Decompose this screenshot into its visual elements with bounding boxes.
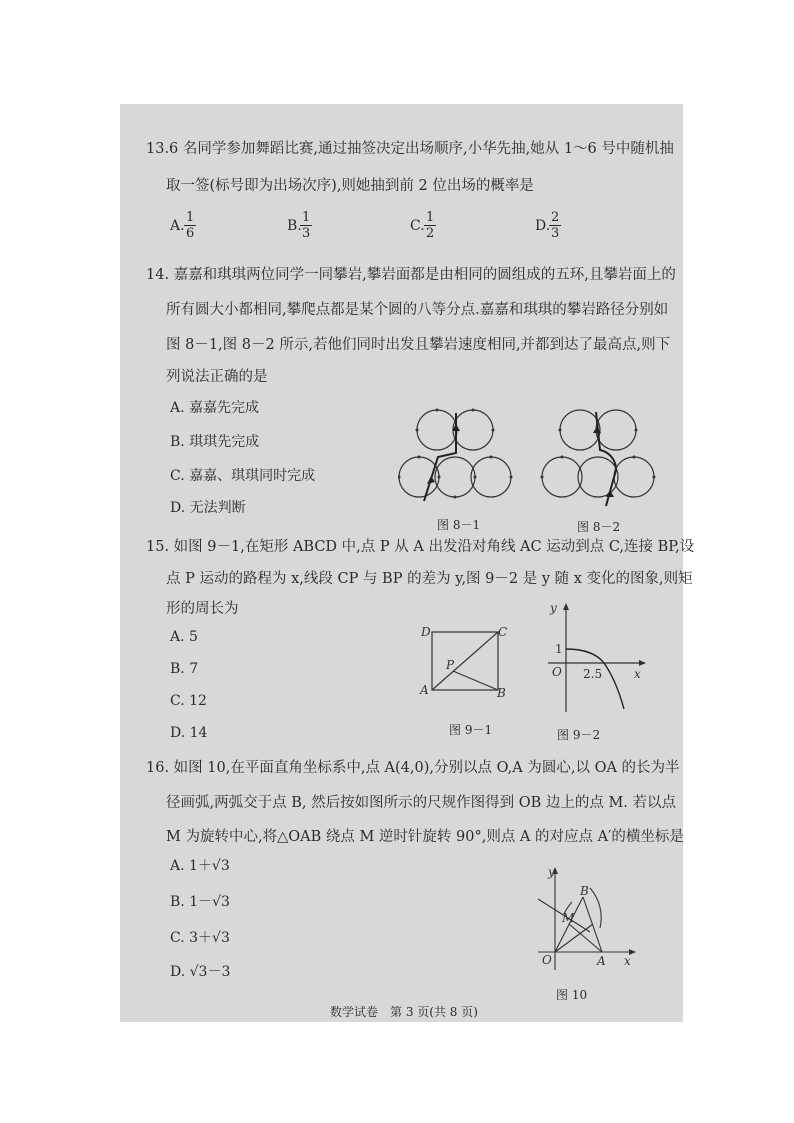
- q14-option-d: D. 无法判断: [170, 500, 246, 516]
- fig10-label-a: A: [597, 954, 606, 968]
- rect-label-c: C: [498, 625, 508, 639]
- figure-8-2-caption: 图 8－2: [577, 520, 621, 534]
- q14-line2: 所有圆大小都相同,攀爬点都是某个圆的八等分点.嘉嘉和琪琪的攀岩路径分别如: [166, 302, 669, 318]
- q13-line2: 取一签(标号即为出场次序),则她抽到前 2 位出场的概率是: [166, 178, 534, 194]
- figure-9-2-caption: 图 9－2: [557, 728, 601, 742]
- q13-option-b-label: B.: [287, 218, 302, 234]
- fig10-label-m: M: [562, 911, 575, 925]
- q15-option-a: A. 5: [170, 629, 198, 645]
- figure-9-1-caption: 图 9－1: [449, 723, 493, 737]
- rect-label-d: D: [421, 625, 431, 639]
- q14-line4: 列说法正确的是: [166, 369, 268, 385]
- rect-label-p: P: [446, 658, 455, 672]
- q13-option-b-fraction: $\frac{1}{3}$: [302, 210, 311, 241]
- q15-line1: 15. 如图 9－1,在矩形 ABCD 中,点 P 从 A 出发沿对角线 AC 运动到点 C,连接 BP,设: [146, 539, 695, 555]
- q14-option-a: A. 嘉嘉先完成: [170, 400, 260, 416]
- q14-line1: 14. 嘉嘉和琪琪两位同学一同攀岩,攀岩面都是由相同的圆组成的五环,且攀岩面上的: [146, 267, 676, 283]
- q13-option-a-label: A.: [170, 218, 185, 234]
- q13-option-d-label: D.: [535, 218, 551, 234]
- figure-8-1: [398, 398, 518, 510]
- fig10-label-x: x: [624, 954, 631, 968]
- fig10-label-y: y: [548, 865, 555, 879]
- figure-8-1-caption: 图 8－1: [437, 518, 481, 532]
- q14-line3: 图 8－1,图 8－2 所示,若他们同时出发且攀岩速度相同,并都到达了最高点,则下: [166, 337, 671, 353]
- q16-line2: 径画弧,两弧交于点 B, 然后按如图所示的尺规作图得到 OB 边上的点 M. 若以点: [166, 795, 677, 811]
- graph-label-x: x: [634, 667, 641, 681]
- figure-10: [530, 862, 640, 972]
- figure-9-1: [418, 622, 510, 702]
- graph-label-one: 1: [555, 642, 563, 656]
- q13-option-a-fraction: $\frac{1}{6}$: [186, 210, 195, 241]
- q16-option-c: C. 3＋√3: [170, 930, 230, 946]
- q16-line1: 16. 如图 10,在平面直角坐标系中,点 A(4,0),分别以点 O,A 为圆心,以 OA 的长为半: [146, 760, 680, 776]
- q15-line3: 形的周长为: [166, 601, 239, 617]
- q13-option-c-fraction: $\frac{1}{2}$: [426, 210, 435, 241]
- figure-8-2: [540, 398, 660, 510]
- q15-line2: 点 P 运动的路程为 x,线段 CP 与 BP 的差为 y,图 9－2 是 y 随 x 变化的图象,则矩: [166, 571, 693, 587]
- graph-label-y: y: [550, 601, 557, 615]
- graph-label-origin: O: [552, 665, 562, 679]
- fig10-label-origin: O: [542, 953, 552, 967]
- q14-option-b: B. 琪琪先完成: [170, 434, 260, 450]
- q13-option-c-label: C.: [410, 218, 425, 234]
- q16-line3: M 为旋转中心,将△OAB 绕点 M 逆时针旋转 90°,则点 A 的对应点 A′的横坐标是: [166, 829, 684, 845]
- rect-label-b: B: [497, 686, 506, 700]
- graph-label-tick: 2.5: [583, 667, 603, 681]
- figure-10-caption: 图 10: [556, 988, 588, 1002]
- q16-option-a: A. 1＋√3: [170, 858, 230, 874]
- q13-option-d-fraction: $\frac{2}{3}$: [551, 210, 560, 241]
- q15-option-d: D. 14: [170, 725, 208, 741]
- q14-option-c: C. 嘉嘉、琪琪同时完成: [170, 468, 316, 484]
- page-footer: 数学试卷 第 3 页(共 8 页): [330, 1005, 478, 1019]
- q16-option-d: D. √3－3: [170, 964, 231, 980]
- rect-label-a: A: [420, 683, 429, 697]
- q15-option-b: B. 7: [170, 661, 199, 677]
- fig10-label-b: B: [580, 884, 589, 898]
- figure-9-2: [538, 600, 648, 715]
- q16-option-b: B. 1－√3: [170, 894, 230, 910]
- q13-line1: 13.6 名同学参加舞蹈比赛,通过抽签决定出场顺序,小华先抽,她从 1～6 号中随机抽: [146, 141, 674, 157]
- q15-option-c: C. 12: [170, 693, 207, 709]
